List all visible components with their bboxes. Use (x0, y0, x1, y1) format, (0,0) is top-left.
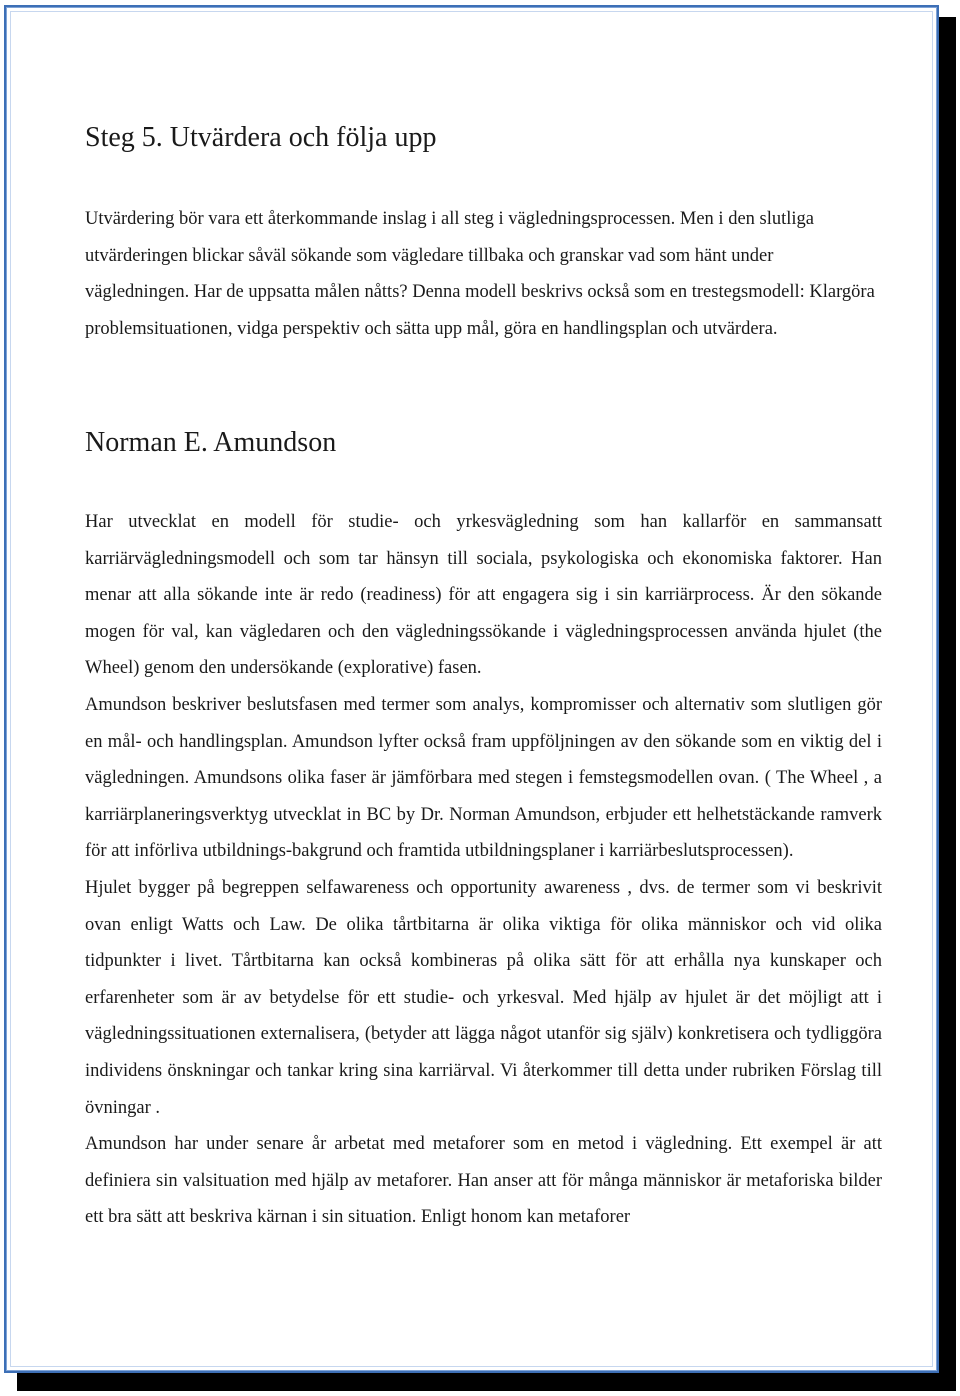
section-paragraph: Utvärdering bör vara ett återkommande inslag i all steg i vägledningsprocessen. Men i den slutliga utvärderingen blickar såväl sökande som vägledare tillbaka och granskar vad som hänt under vägledningen. Har de uppsatta målen nåtts? Denna modell beskrivs också som en trestegsmodell: Klargöra problemsituationen, vidga perspektiv och sätta upp mål, göra en handlingsplan och utvärdera. (85, 209, 875, 339)
body-paragraph: Amundson beskriver beslutsfasen med termer som analys, kompromisser och alternativ som slutligen gör en mål- och handlingsplan. Amundson lyfter också fram uppföljningen av den sökande som en viktig del i vägledningen. Amundsons olika faser är jämförbara med stegen i femstegsmodellen ovan. ( The Wheel , a karriärplaneringsverktyg utvecklat in BC by Dr. Norman Amundson, erbjuder ett helhetstäckande ramverk för att införliva utbildnings-bakgrund och framtida utbildningsplaner i karriärbeslutsprocessen). (85, 694, 882, 862)
section-heading-amundson: Norman E. Amundson (85, 427, 337, 458)
body-paragraph: Har utvecklat en modell för studie- och yrkesvägledning som han kallarför en sammansatt karriärvägledningsmodell och som tar hänsyn till sociala, psykologiska och ekonomiska faktorer. Han menar att alla sökande inte är redo (readiness) för att engagera sig i sin karriärprocess. Är den sökande mogen för val, kan vägledaren och den vägledningssökande i vägledningsprocessen använda hjulet (the Wheel) genom den undersökande (explorative) fasen. (85, 512, 882, 679)
amundson-body (85, 504, 882, 1236)
body-paragraph: Hjulet bygger på begreppen selfawareness och opportunity awareness , dvs. de termer som vi beskrivit ovan enligt Watts och Law. De olika tårtbitarna är olika viktiga för olika människor och vid olika tidpunkter i livet. Tårtbitarna kan också kombineras på olika sätt för att erhålla nya kunskaper och erfarenheter som är av betydelse för ett studie- och yrkesval. Med hjälp av hjulet är det möjligt att i vägledningssituationen externalisera, (betyder att lägga något utanför sig själv) konkretisera och tydliggöra individens önskningar och tankar kring sina karriärval. Vi återkommer till detta under rubriken Förslag till övningar . (85, 877, 882, 1118)
document-page (4, 5, 939, 1373)
section-heading-steg-5: Steg 5. Utvärdera och följa upp (85, 122, 437, 153)
body-paragraph: Amundson har under senare år arbetat med metaforer som en metod i vägledning. Ett exempel är att definiera sin valsituation med hjälp av metaforer. Han anser att för många människor är metaforiska bilder ett bra sätt att beskriva kärnan i sin situation. Enligt honom kan metaforer (85, 1134, 882, 1228)
